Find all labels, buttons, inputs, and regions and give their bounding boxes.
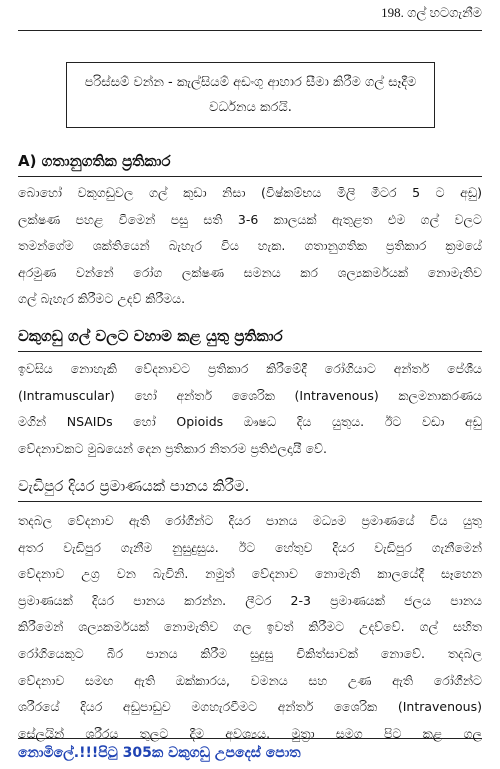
heading-divider	[18, 501, 482, 502]
notice-line: වර්ධනය කරයි.	[209, 100, 292, 115]
section-paragraph	[18, 180, 482, 313]
text-line: බොහෝ වකුගඩුවල ගල් කුඩා නිසා (විෂ්කම්භය මිලි මීටර 5 ට අඩු)	[18, 185, 482, 200]
section-fluid-intake	[18, 475, 482, 502]
footer-promo-text: නොමිලේ.!!!පිටු 305ක වකුගඩු උපදෙස් පොත	[18, 745, 301, 761]
page-header	[0, 0, 500, 26]
section-heading: වැඩිපුර දියර ප්‍රමාණයක් පානය කිරීම.	[18, 477, 250, 495]
text-line: වේදනාවකට මුඛයෙන් දෙන ප්‍රතිකාර නිතරම ප්‍රතිඵලදායී වේ.	[18, 440, 327, 456]
page-title: 198. ගල් හටගැනීම	[381, 5, 482, 20]
text-line: වේදනාව සමඟ ඇති ඔක්කාරය, වමනය සහ උණ ඇති රෝගීන්ට	[18, 672, 482, 688]
notice-line: පරිස්සම් වන්න - කැල්සියම් අඩංගු ආහාර සීමා කිරීම ගල් සෑදීම	[84, 75, 417, 90]
text-line: අරමුණ වන්නේ රෝග ලක්ෂණ සමනය කර ශල්‍යකර්මයක් නොමැතිව	[18, 264, 482, 280]
text-line: ලක්ෂණ පහළ වීමෙන් පසු සති 3-6 කාලයක් ඇතුළත එම ගල් වලට	[18, 211, 482, 227]
text-line: සේලයින් ශරීරය තුලට දීම අවශ්‍යය. මුත්‍රා සමග පිට කළ ගල	[18, 725, 482, 741]
text-line: කිරීමෙන් ශල්‍යකර්මයක් නොමැතිව ගල ඉවත් කිරීමට උදව්වේ. ගල් සහිත	[18, 619, 482, 635]
text-line: ඉවසිය නොහැකි වේදනාවට ප්‍රතිකාර කිරීමේදී රෝගියාට අන්තර් පේශීය	[18, 361, 482, 376]
section-heading: A) ගතානුගතික ප්‍රතිකාර	[18, 152, 171, 170]
section-immediate-treatment	[18, 325, 482, 352]
text-line: ප්‍රමාණයක් දියර පානය කරන්න. ලීටර 2-3 ප්‍රමාණයක් ජලය පානය	[18, 592, 482, 608]
text-line: තදබල වේදනාව ඇති රෝගීන්ට දියර පානය මධ්‍යම ප්‍රමාණයේ විය යුතු	[18, 513, 482, 528]
section-paragraph	[18, 508, 482, 747]
text-line: ගල් බැහැර කිරීමට උදව් කිරීමය.	[18, 291, 186, 307]
section-heading: වකුගඩු ගල් වලට වහාම කළ යුතු ප්‍රතිකාර	[18, 327, 283, 345]
heading-divider	[18, 351, 482, 352]
heading-divider	[18, 176, 482, 177]
section-conservative-treatment	[18, 150, 482, 177]
text-line: රෝගියෙකුට බීර පානය කිරීම සුදුසු චිකිත්සාවක් නොවේ. තදබල	[18, 645, 482, 661]
section-paragraph	[18, 356, 482, 462]
header-divider	[18, 30, 482, 31]
text-line: (Intramuscular) හෝ අන්තර් ශෛරික (Intravenous) කලමනාකරණය	[18, 387, 482, 403]
text-line: අතර වැඩිපුර ගැනීම නුසුදුසුය. ඊට හේතුව දියර වැඩිපුර ගැනීමෙන්	[18, 539, 482, 555]
text-line: මගින් NSAIDs හෝ Opioids ඖෂධ දිය යුතුය. ඊට වඩා අඩු	[18, 414, 482, 430]
text-line: තමන්ගේම ශක්තියෙන් බැහැර විය හැක. ගතානුගතික ප්‍රතිකාර ක්‍රමයේ	[18, 238, 482, 254]
notice-box	[66, 62, 435, 128]
text-line: ශරීරයේ දියර අඩුපාඩුව මගහැරවීමට අන්තර් ශෛරික (Intravenous)	[18, 699, 482, 715]
text-line: වේදනාව උග්‍ර වන බැවිනි. නමුත් වේදනාව නොමැති කාලයේදී සෑහෙන	[18, 566, 482, 582]
footer-divider	[18, 738, 482, 739]
